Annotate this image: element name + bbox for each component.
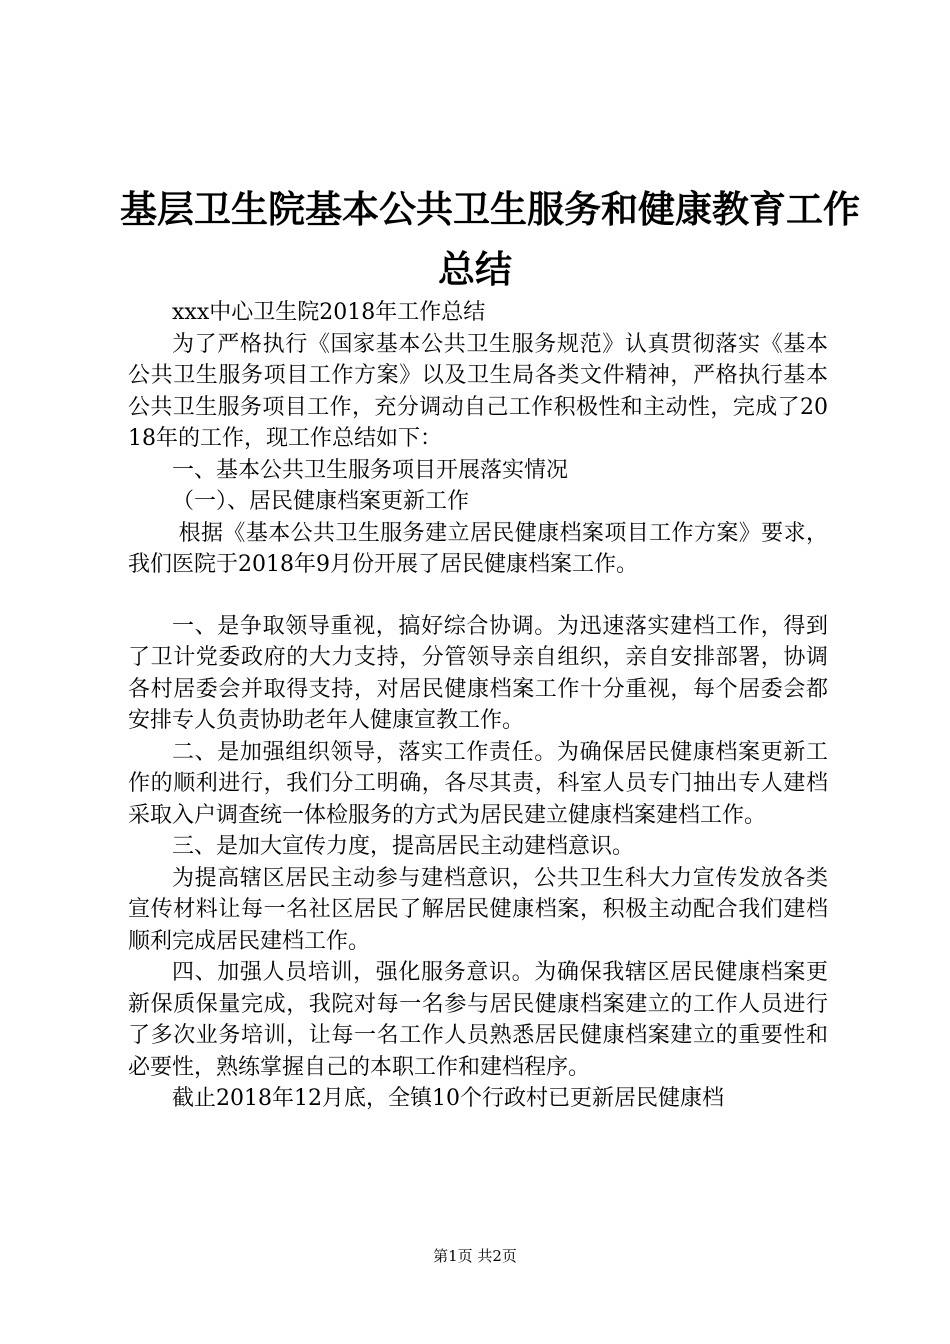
- paragraph-point-2: 二、是加强组织领导，落实工作责任。为确保居民健康档案更新工作的顺利进行，我们分工明确，各尽其责，科室人员专门抽出专人建档采取入户调查统一体检服务的方式为居民建立健康档案建档工作。: [128, 739, 828, 828]
- paragraph-report-subtitle: xxx中心卫生院2018年工作总结: [172, 300, 486, 325]
- paragraph-subsection-heading: （一）、居民健康档案更新工作: [172, 489, 470, 514]
- paragraph-basis: 根据《基本公共卫生服务建立居民健康档案项目工作方案》要求，我们医院于2018年9月份开展了居民健康档案工作。: [128, 520, 828, 577]
- document-title-line-2: 总结: [438, 248, 512, 291]
- document-body: [128, 297, 828, 1115]
- paragraph-point-3-detail: 为提高辖区居民主动参与建档意识，公共卫生科大力宣传发放各类宣传材料让每一名社区居民了解居民健康档案，积极主动配合我们建档顺利完成居民建档工作。: [128, 865, 828, 954]
- paragraph-point-1: 一、是争取领导重视，搞好综合协调。为迅速落实建档工作，得到了卫计党委政府的大力支持，分管领导亲自组织，亲自安排部署，协调各村居委会并取得支持，对居民健康档案工作十分重视，每个居委会都安排专人负责协助老年人健康宣教工作。: [128, 613, 828, 733]
- paragraph-section-heading: 一、基本公共卫生服务项目开展落实情况: [172, 457, 569, 483]
- page-footer: 第1页 共2页: [433, 1247, 517, 1265]
- paragraph-intro: 为了严格执行《国家基本公共卫生服务规范》认真贯彻落实《基本公共卫生服务项目工作方案》以及卫生局各类文件精神，严格执行基本公共卫生服务项目工作，充分调动自己工作积极性和主动性，完成了2018年的工作，现工作总结如下：: [128, 331, 828, 451]
- paragraph-point-4: 四、加强人员培训，强化服务意识。为确保我辖区居民健康档案更新保质保量完成，我院对每一名参与居民健康档案建立的工作人员进行了多次业务培训，让每一名工作人员熟悉居民健康档案建立的重要性和必要性，熟练掌握自己的本职工作和建档程序。: [128, 960, 828, 1080]
- document-title-line-1: 基层卫生院基本公共卫生服务和健康教育工作: [120, 188, 860, 231]
- paragraph-point-3: 三、是加大宣传力度，提高居民主动建档意识。: [172, 834, 635, 859]
- paragraph-summary: 截止2018年12月底，全镇10个行政村已更新居民健康档: [172, 1086, 724, 1111]
